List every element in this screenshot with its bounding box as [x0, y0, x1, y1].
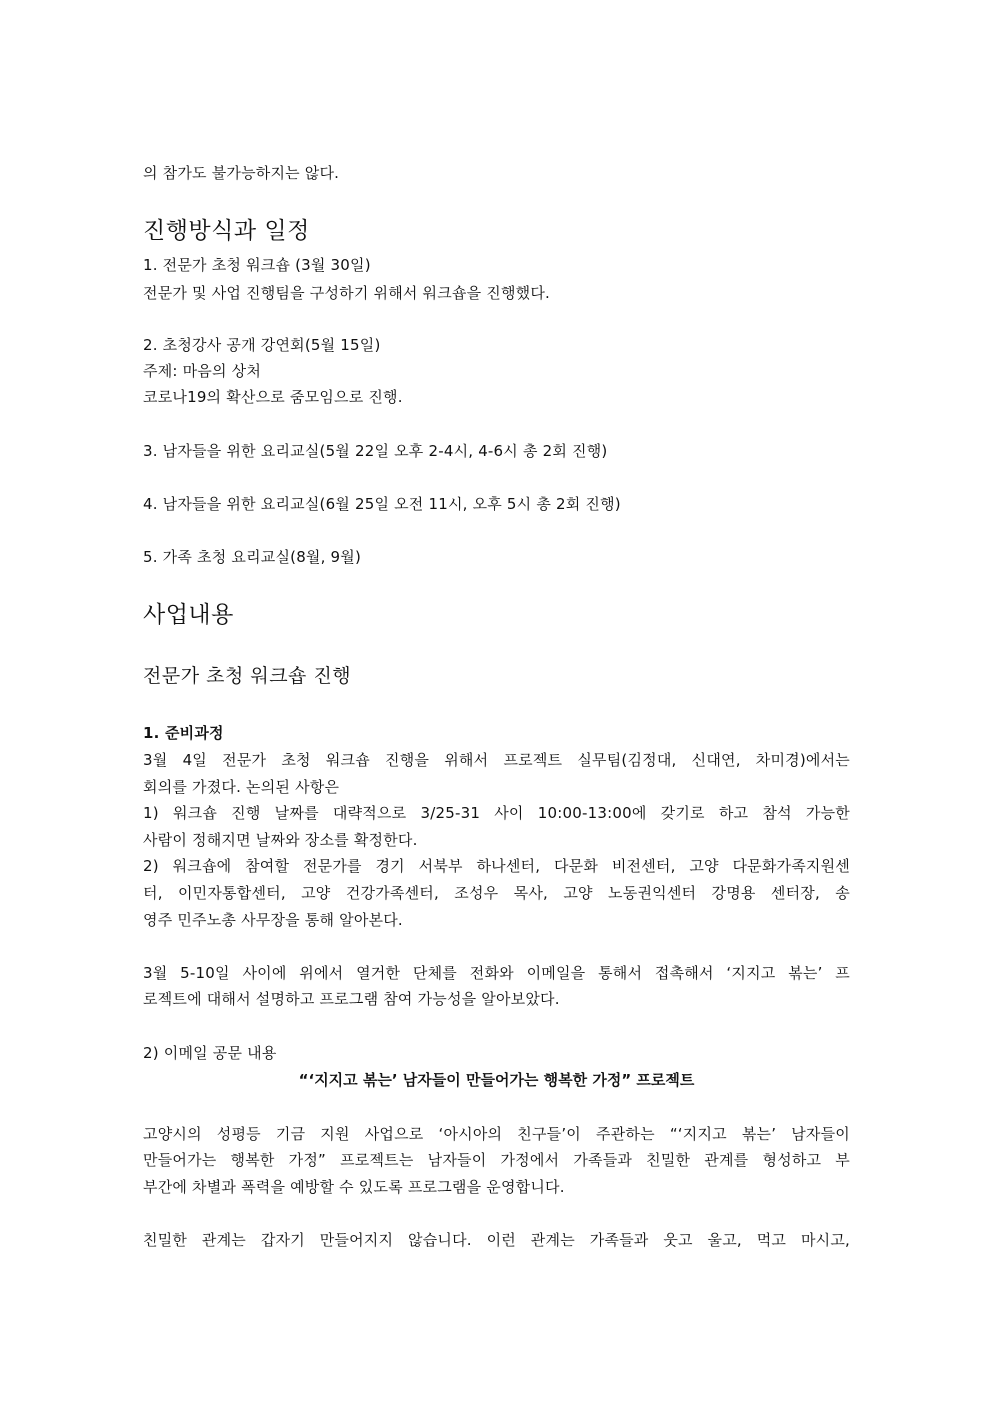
section-heading-schedule: 진행방식과 일정	[143, 218, 310, 244]
email-line-1: 고양시의 성평등 기금 지원 사업으로 ‘아시아의 친구들’이 주관하는 “‘지지고 볶는’ 남자들이	[143, 1125, 850, 1143]
prep-line-2: 회의를 가졌다. 논의된 사항은	[143, 778, 340, 796]
contact-line-1: 3월 5-10일 사이에 위에서 열거한 단체를 전화와 이메일을 통해서 접촉해서 ‘지지고 볶는’ 프	[143, 964, 850, 982]
continuation-line: 의 참가도 불가능하지는 않다.	[143, 164, 340, 182]
email-label: 2) 이메일 공문 내용	[143, 1044, 277, 1062]
email-title: “‘지지고 볶는’ 남자들이 만들어가는 행복한 가정” 프로젝트	[298, 1071, 695, 1089]
prep-line-3: 1) 워크숍 진행 날짜를 대략적으로 3/25-31 사이 10:00-13:00에 갖기로 하고 참석 가능한	[143, 804, 850, 822]
subsection-heading-workshop: 전문가 초청 워크숍 진행	[143, 665, 352, 687]
prep-line-4: 사람이 정해지면 날짜와 장소를 확정한다.	[143, 831, 418, 849]
schedule-item-3: 3. 남자들을 위한 요리교실(5월 22일 오후 2-4시, 4-6시 총 2회 진행)	[143, 442, 608, 460]
prep-line-5: 2) 워크숍에 참여할 전문가를 경기 서북부 하나센터, 다문화 비전센터, 고양 다문화가족지원센	[143, 857, 850, 875]
email-line-2: 만들어가는 행복한 가정” 프로젝트는 남자들이 가정에서 가족들과 친밀한 관계를 형성하고 부	[143, 1151, 850, 1169]
schedule-item-1: 1. 전문가 초청 워크숍 (3월 30일)	[143, 256, 371, 274]
schedule-item-1-desc: 전문가 및 사업 진행팀을 구성하기 위해서 워크숍을 진행했다.	[143, 284, 550, 302]
schedule-item-5: 5. 가족 초청 요리교실(8월, 9월)	[143, 548, 362, 566]
section-heading-business: 사업내용	[143, 602, 234, 628]
schedule-item-2-note: 코로나19의 확산으로 줌모임으로 진행.	[143, 388, 403, 406]
prep-title: 1. 준비과정	[143, 724, 224, 742]
schedule-item-2-topic: 주제: 마음의 상처	[143, 362, 262, 380]
email-line-3: 부간에 차별과 폭력을 예방할 수 있도록 프로그램을 운영합니다.	[143, 1178, 565, 1196]
schedule-item-2: 2. 초청강사 공개 강연회(5월 15일)	[143, 336, 381, 354]
closing-line: 친밀한 관계는 갑자기 만들어지지 않습니다. 이런 관계는 가족들과 웃고 울고, 먹고 마시고,	[143, 1231, 850, 1249]
schedule-item-4: 4. 남자들을 위한 요리교실(6월 25일 오전 11시, 오후 5시 총 2회 진행)	[143, 495, 621, 513]
prep-line-7: 영주 민주노총 사무장을 통해 알아본다.	[143, 911, 403, 929]
prep-line-6: 터, 이민자통합센터, 고양 건강가족센터, 조성우 목사, 고양 노동권익센터 강명용 센터장, 송	[143, 884, 850, 902]
prep-line-1: 3월 4일 전문가 초청 워크숍 진행을 위해서 프로젝트 실무팀(김정대, 신대연, 차미경)에서는	[143, 751, 850, 769]
contact-line-2: 로젝트에 대해서 설명하고 프로그램 참여 가능성을 알아보았다.	[143, 990, 560, 1008]
